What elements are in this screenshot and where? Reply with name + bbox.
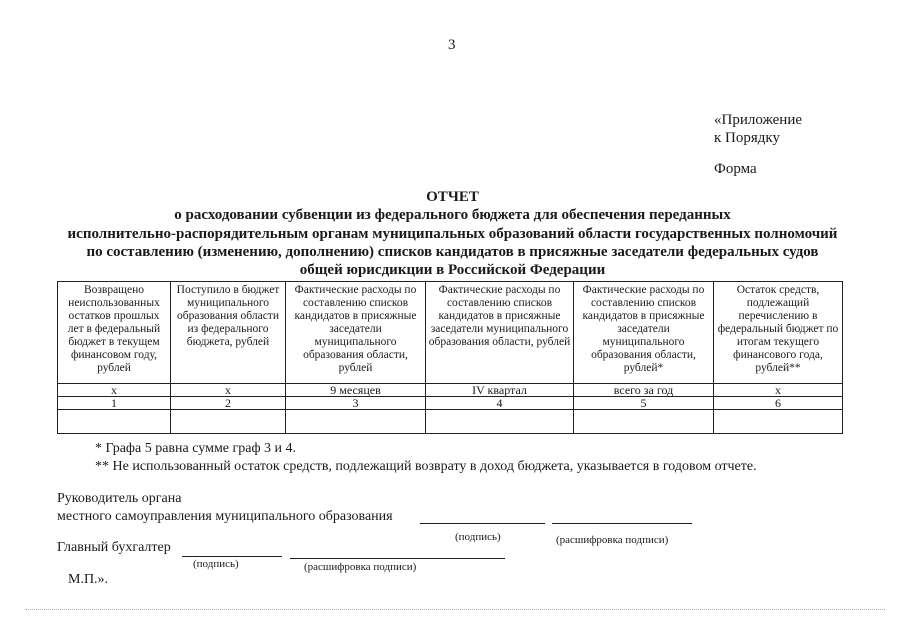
table-cell: всего за год [574, 384, 714, 397]
table-cell [171, 410, 286, 434]
column-header: Фактические расходы по составлению списков кандидатов в присяжные заседатели муниципального образования области, рублей* [574, 282, 714, 384]
column-header: Фактические расходы по составлению списков кандидатов в присяжные заседатели муниципального образования области, рублей [286, 282, 426, 384]
report-table [57, 281, 843, 434]
table-cell: 5 [574, 397, 714, 410]
seal-mark: М.П.». [68, 572, 109, 587]
table-cell: 6 [714, 397, 843, 410]
table-cell: x [714, 384, 843, 397]
head-signature-line [420, 523, 545, 524]
column-header: Фактические расходы по составлению списков кандидатов в присяжные заседатели муниципального образования области, рублей [426, 282, 574, 384]
head-signature-caption: (подпись) [455, 531, 501, 543]
report-title-line4: общей юрисдикции в Российской Федерации [299, 262, 606, 278]
report-title-line2: исполнительно-распорядительным органам муниципальных образований области государственных полномочий [67, 226, 838, 242]
head-label-line2: местного самоуправления муниципального образования [57, 509, 393, 524]
head-decoding-caption: (расшифровка подписи) [556, 534, 669, 546]
footnote-1: * Графа 5 равна сумме граф 3 и 4. [95, 441, 297, 456]
table-cell [714, 410, 843, 434]
column-header: Остаток средств, подлежащий перечислению в федеральный бюджет по итогам текущего финансового года, рублей** [714, 282, 843, 384]
accountant-decoding-line [290, 558, 505, 559]
table-cell: x [58, 384, 171, 397]
head-label-line1: Руководитель органа [57, 491, 182, 506]
accountant-signature-line [182, 556, 282, 557]
footnote-2: ** Не использованный остаток средств, подлежащий возврату в доход бюджета, указывается в годовом отчете. [95, 459, 757, 474]
accountant-decoding-caption: (расшифровка подписи) [304, 561, 417, 573]
report-title-line1: о расходовании субвенции из федерального бюджета для обеспечения переданных [174, 207, 731, 223]
column-header: Поступило в бюджет муниципального образования области из федерального бюджета, рублей [171, 282, 286, 384]
table-cell [426, 410, 574, 434]
appendix-reference: к Порядку [714, 130, 780, 146]
accountant-label: Главный бухгалтер [57, 540, 171, 555]
table-cell: 3 [286, 397, 426, 410]
head-decoding-line [552, 523, 692, 524]
report-heading: ОТЧЕТ [426, 189, 479, 205]
table-cell: 4 [426, 397, 574, 410]
appendix-label: «Приложение [714, 112, 803, 128]
table-cell: 2 [171, 397, 286, 410]
table-cell [286, 410, 426, 434]
column-header: Возвращено неиспользованных остатков прошлых лет в федеральный бюджет в текущем финансовом году, рублей [58, 282, 171, 384]
table-period-row [58, 384, 843, 397]
form-label: Форма [714, 161, 757, 177]
accountant-signature-caption: (подпись) [193, 558, 239, 570]
table-number-row [58, 397, 843, 410]
table-cell [58, 410, 171, 434]
table-empty-row [58, 410, 843, 434]
table-cell: 1 [58, 397, 171, 410]
table-cell: 9 месяцев [286, 384, 426, 397]
report-title-line3: по составлению (изменению, дополнению) списков кандидатов в присяжные заседатели федеральных судов [86, 244, 819, 260]
table-cell [574, 410, 714, 434]
table-cell: x [171, 384, 286, 397]
table-cell: IV квартал [426, 384, 574, 397]
table-header-row [58, 282, 843, 384]
page-number: 3 [448, 37, 456, 53]
scan-artifact-divider [25, 609, 885, 610]
